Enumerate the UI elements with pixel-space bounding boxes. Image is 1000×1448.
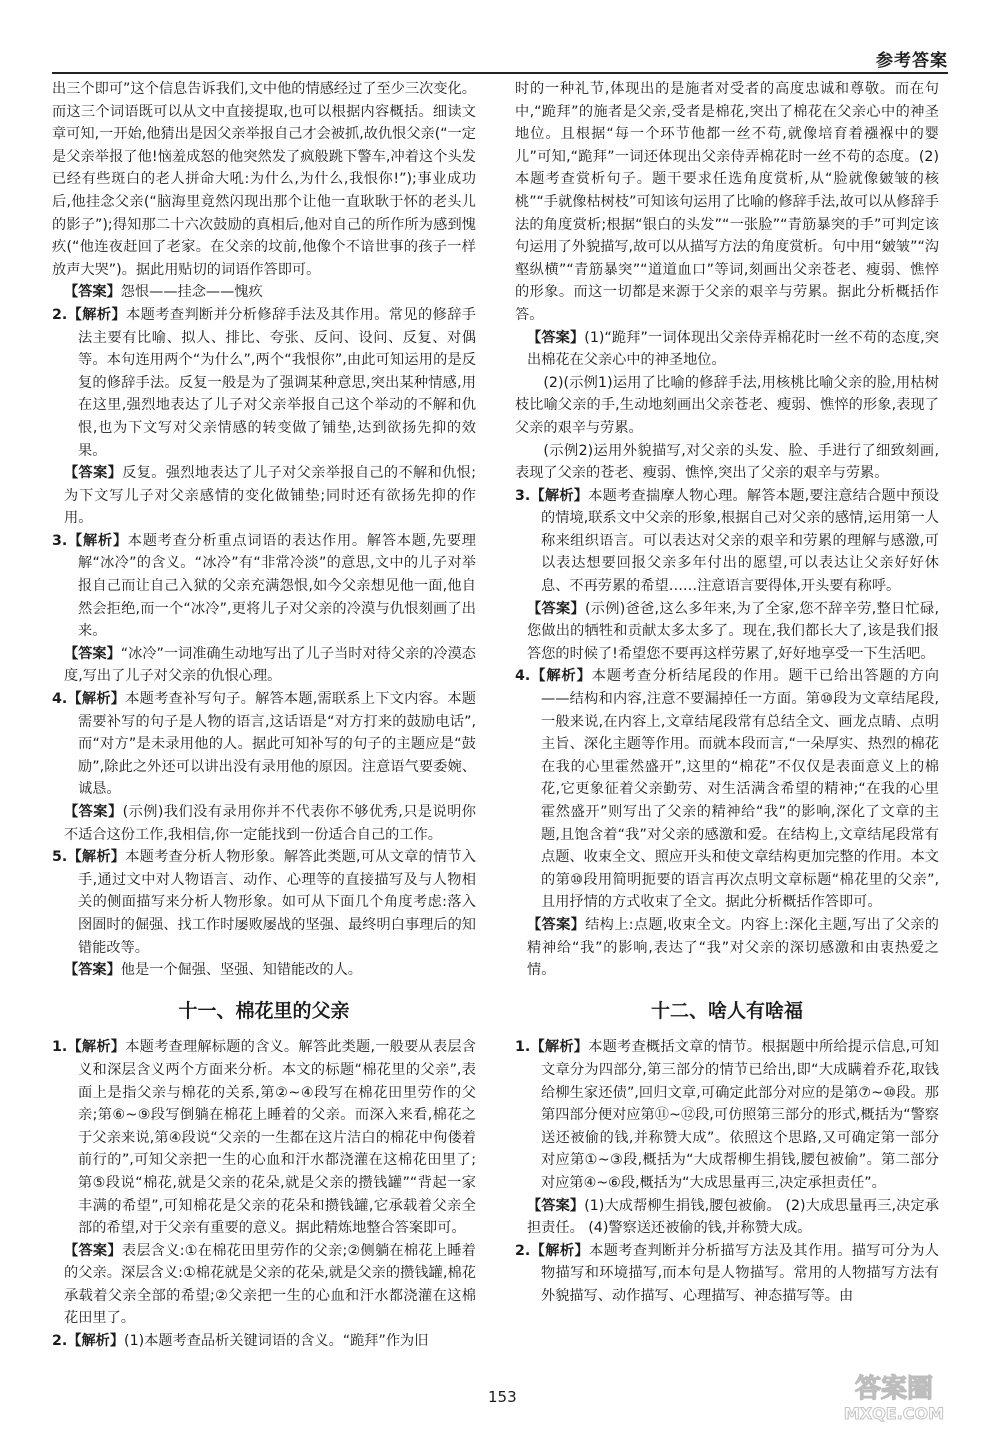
watermark-en: MXQE.COM — [843, 1404, 945, 1423]
question-analysis — [52, 530, 476, 643]
answer-text: (示例)我们没有录用你并不代表你不够优秀,只是说明你不适合这份工作,我相信,你一定能找到一份适合自己的工作。 — [64, 804, 476, 843]
answer-text: 反复。强烈地表达了儿子对父亲举报自己的不解和仇恨;为下文写儿子对父亲感情的变化做铺垫;同时还有欲扬先抑的作用。 — [64, 465, 476, 527]
question-number: 4. — [515, 668, 531, 685]
answer-text: (1)“跪拜”一词体现出父亲侍弄棉花时一丝不苟的态度,突出棉花在父亲心中的神圣地位。 — [527, 329, 939, 369]
analysis-tag: 【解析】 — [67, 1333, 125, 1350]
answer-block — [52, 462, 476, 530]
right-column — [515, 78, 939, 1307]
answer-continuation: (2)(示例1)运用了比喻的修辞手法,用核桃比喻父亲的脸,用枯树枝比喻父亲的手,生动地刻画出父亲苍老、瘦弱、憔悴的形象,表现了父亲的艰辛与劳累。 — [515, 374, 939, 436]
answer-tag: 【答案】 — [64, 465, 123, 482]
question-number: 1. — [52, 1039, 68, 1056]
left-column — [52, 78, 476, 1353]
question-analysis — [52, 688, 476, 801]
answer-tag: 【答案】 — [64, 962, 121, 979]
analysis-tag: 【解析】 — [530, 487, 589, 504]
answer-tag: 【答案】 — [527, 600, 585, 617]
analysis-tag: 【解析】 — [67, 849, 126, 866]
answer-tag: 【答案】 — [527, 1197, 585, 1214]
analysis-tag: 【解析】 — [530, 1039, 589, 1056]
analysis-text: 本题考查判断并分析修辞手法及其作用。常见的修辞手法主要有比喻、拟人、排比、夸张、反问、设问、反复、对偶等。本句连用两个“为什么”,两个“我恨你”,由此可知运用的是反复的修辞手法。反复一般是为了强调某种意思,突出某种情感,用在这里,强烈地表达了儿子对父亲举报自己这个举动的不解和仇恨,也为下文写对父亲情感的转变做了铺垫,达到欲扬先抑的效果。 — [78, 306, 476, 459]
answer-text: (1)大成帮柳生捐钱,腰包被偷。 (2)大成思量再三,决定承担责任。 (4)警察送还被偷的钱,并称赞大成。 — [527, 1197, 939, 1237]
analysis-tag: 【解析】 — [530, 1242, 590, 1259]
answer-tag: 【答案】 — [64, 645, 121, 662]
answer-text: 表层含义:①在棉花田里劳作的父亲;②侧躺在棉花上睡着的父亲。深层含义:①棉花就是父亲的花朵,就是父亲的攒钱罐,棉花承载着父亲全部的希望;②父亲把一生的心血和汗水都浇灌在这棉花田里了。 — [64, 1242, 476, 1327]
answer-tag: 【答案】 — [64, 284, 121, 301]
answer-tag: 【答案】 — [527, 916, 586, 933]
section-title: 十二、啥人有啥福 — [650, 999, 803, 1022]
question-number: 1. — [515, 1039, 531, 1056]
answer-tag: 【答案】 — [527, 329, 585, 346]
question-number: 3. — [52, 532, 68, 549]
answer-tag: 【答案】 — [64, 1242, 122, 1259]
question-number: 2. — [52, 306, 68, 323]
answer-block — [52, 281, 476, 304]
analysis-tag: 【解析】 — [67, 306, 127, 323]
question-number: 4. — [52, 691, 68, 708]
analysis-text: 本题考查分析结尾段的作用。题干已给出答题的方向——结构和内容,注意不要漏掉任一方面。第⑩段为文章结尾段,一般来说,在内容上,文章结尾段常有总结全文、画龙点睛、点明主旨、深化主题等作用。而就本段而言,“一朵厚实、热烈的棉花在我的心里霍然盛开”,这里的“棉花”不仅仅是表面意义上的棉花,它更象征着父亲勤劳、对生活满含希望的精神;“在我的心里霍然盛开”则写出了父亲的精神给“我”的影响,深化了文章的主题,且饱含着“我”对父亲的感激和爱。在结构上,文章结尾段常有点题、收束全文、照应开头和使文章结构更加完整的作用。本文的第⑩段用简明扼要的语言再次点明文章标题“棉花里的父亲”,且用抒情的方式收束了全文。据此分析概括作答即可。 — [541, 668, 939, 911]
answer-text: (示例)爸爸,这么多年来,为了全家,您不辞辛劳,整日忙碌,您做出的牺牲和贡献太多太多了。现在,我们都长大了,该是我们报答您的时候了!希望您不要再这样劳累了,好好地享受一下生活吧。 — [527, 600, 939, 662]
answer-text: 结构上:点题,收束全文。内容上:深化主题,写出了父亲的精神给“我”的影响,表达了“我”对父亲的深切感激和由衷热爱之情。 — [527, 916, 939, 979]
answer-block — [52, 1240, 476, 1330]
answer-block — [52, 643, 476, 688]
answer-block — [515, 598, 939, 666]
watermark-logo — [814, 1365, 974, 1425]
analysis-tag: 【解析】 — [530, 668, 592, 685]
question-number: 5. — [52, 849, 68, 866]
analysis-tag: 【解析】 — [67, 691, 126, 708]
analysis-text: (1)本题考查品析关键词语的含义。“跪拜”作为旧 — [124, 1333, 429, 1350]
answer-text: “冰冷”一词准确生动地写出了儿子当时对待父亲的冷漠态度,写出了儿子对父亲的仇恨心理。 — [64, 645, 476, 685]
question-number: 3. — [515, 487, 531, 504]
question-analysis — [52, 1036, 476, 1239]
analysis-tag: 【解析】 — [67, 1039, 126, 1056]
answer-block — [515, 914, 939, 982]
analysis-text: 本题考查补写句子。解答本题,需联系上下文内容。本题需要补写的句子是人物的语言,这话语是“对方打来的鼓励电话”,而“对方”是未录用他的人。据此可知补写的句子的主题应是“鼓励”,除此之外还可以讲出没有录用他的原因。注意语气要委婉、诚恳。 — [78, 691, 476, 798]
paragraph: 时的一种礼节,体现出的是施者对受者的高度忠诚和尊敬。而在句中,“跪拜”的施者是父亲,受者是棉花,突出了棉花在父亲心中的神圣地位。且根据“每一个环节他都一丝不苟,就像培育着襁褓中的婴儿”可知,“跪拜”一词还体现出父亲侍弄棉花时一丝不苟的态度。(2)本题考查赏析句子。题干要求任选角度赏析,从“脸就像皴皱的核桃”“手就像枯树枝”可知该句运用了比喻的修辞手法,故可以从修辞手法的角度赏析;根据“银白的头发”“一张脸”“青筋暴突的手”可判定该句运用了外貌描写,故可以从描写方法的角度赏析。句中用“皴皱”“沟壑纵横”“青筋暴突”“道道血口”等词,刻画出父亲苍老、瘦弱、憔悴的形象。而这一切都是来源于父亲的艰辛与劳累。据此分析概括作答。 — [515, 81, 939, 323]
question-analysis — [52, 846, 476, 959]
question-analysis — [515, 485, 939, 598]
answer-continuation: (示例2)运用外貌描写,对父亲的头发、脸、手进行了细致刻画,表现了父亲的苍老、瘦弱、憔悴,突出了父亲的艰辛与劳累。 — [515, 442, 939, 482]
header-divider — [52, 72, 948, 74]
answer-block — [52, 959, 476, 982]
question-number: 2. — [515, 1242, 531, 1259]
analysis-text: 本题考查揣摩人物心理。解答本题,要注意结合题中预设的情境,联系文中父亲的形象,根据自己对父亲的感情,运用第一人称来组织语言。可以表达对父亲的艰辛和劳累的理解与感激,可以表达想要回报父亲多年付出的愿望,可以表达让父亲好好休息、不再劳累的希望……注意语言要得体,开头要有称呼。 — [541, 487, 939, 595]
answer-text: 他是一个倔强、坚强、知错能改的人。 — [120, 962, 362, 979]
answer-tag: 【答案】 — [64, 804, 123, 820]
question-analysis — [52, 1330, 476, 1353]
page-header-title: 参考答案 — [876, 51, 948, 71]
analysis-text: 本题考查理解标题的含义。解答此类题,一般要从表层含义和深层含义两个方面来分析。本文的标题“棉花里的父亲”,表面上是指父亲与棉花的关系,第②~④段写在棉花田里劳作的父亲;第⑥~⑨段写倒躺在棉花上睡着的父亲。而深入来看,棉花之于父亲来说,第④段说“父亲的一生都在这片洁白的棉花中佝偻着前行的”,可知父亲把一生的心血和汗水都浇灌在这棉花田里了;第⑤段说“棉花,就是父亲的花朵,就是父亲的攒钱罐”“背起一家丰满的希望”,可知棉花是父亲的花朵和攒钱罐,它承载着父亲全部的希望,对于父亲有重要的意义。据此精炼地整合答案即可。 — [78, 1039, 476, 1237]
question-analysis — [515, 1036, 939, 1194]
answer-text: 怨恨——挂念——愧疚 — [120, 284, 263, 301]
analysis-text: 本题考查分析人物形象。解答此类题,可从文章的情节入手,通过文中对人物语言、动作、心理等的直接描写及与人物相关的侧面描写来分析人物形象。如可从下面几个角度考虑:落入囹圄时的倔强、找工作时屡败屡战的坚强、最终明白事理后的知错能改等。 — [78, 849, 476, 956]
answer-block — [515, 327, 939, 372]
page-number: 153 — [488, 1388, 517, 1406]
analysis-tag: 【解析】 — [67, 532, 128, 549]
paragraph: 出三个即可”这个信息告诉我们,文中他的情感经过了至少三次变化。而这三个词语既可以从文中直接提取,也可以根据内容概括。细读文章可知,一开始,他猜出是因父亲举报自己才会被抓,故仇恨父亲(“一定是父亲举报了他!恼羞成怒的他突然发了疯般跳下警车,冲着这个头发已经有些斑白的老人拼命大吼:为什么,为什么,我恨你!”);事业成功后,他挂念父亲(“脑海里竟然闪现出那个让他一直耿耿于怀的老头儿的影子”);得知那二十六次鼓励的真相后,他对自己的所作所为感到愧疚(“他连夜赶回了老家。在父亲的坟前,他像个不谙世事的孩子一样放声大哭”)。据此用贴切的词语作答即可。 — [52, 81, 476, 278]
question-analysis — [515, 1240, 939, 1308]
question-analysis — [515, 665, 939, 914]
watermark-cn: 答案圈 — [854, 1374, 934, 1404]
question-analysis — [52, 304, 476, 462]
analysis-text: 本题考查判断并分析描写方法及其作用。描写可分为人物描写和环境描写,而本句是人物描写。常用的人物描写方法有外貌描写、动作描写、心理描写、神态描写等。由 — [541, 1242, 939, 1304]
answer-block — [52, 801, 476, 846]
answer-block — [515, 1195, 939, 1240]
analysis-text: 本题考查分析重点词语的表达作用。解答本题,先要理解“冰冷”的含义。“冰冷”有“非常冷淡”的意思,文中的儿子对举报自己而让自己入狱的父亲充满怨恨,如今父亲想见他一面,他自然会拒绝,而一个“冰冷”,更将儿子对父亲的冷漠与仇恨刻画了出来。 — [78, 532, 476, 640]
question-number: 2. — [52, 1333, 68, 1350]
analysis-text: 本题考查概括文章的情节。根据题中所给提示信息,可知文章分为四部分,第三部分的情节已给出,即“大成瞒着乔花,取钱给柳生家还债”,回归文章,可确定此部分对应的是第⑦~⑩段。那第四部分便对应第⑪~⑫段,可仿照第三部分的形式,概括为“警察送还被偷的钱,并称赞大成”。依照这个思路,又可确定第一部分对应第①~③段,概括为“大成帮柳生捐钱,腰包被偷”。第二部分对应第④~⑥段,概括为“大成思量再三,决定承担责任”。 — [541, 1039, 939, 1191]
section-title: 十一、棉花里的父亲 — [178, 999, 350, 1022]
